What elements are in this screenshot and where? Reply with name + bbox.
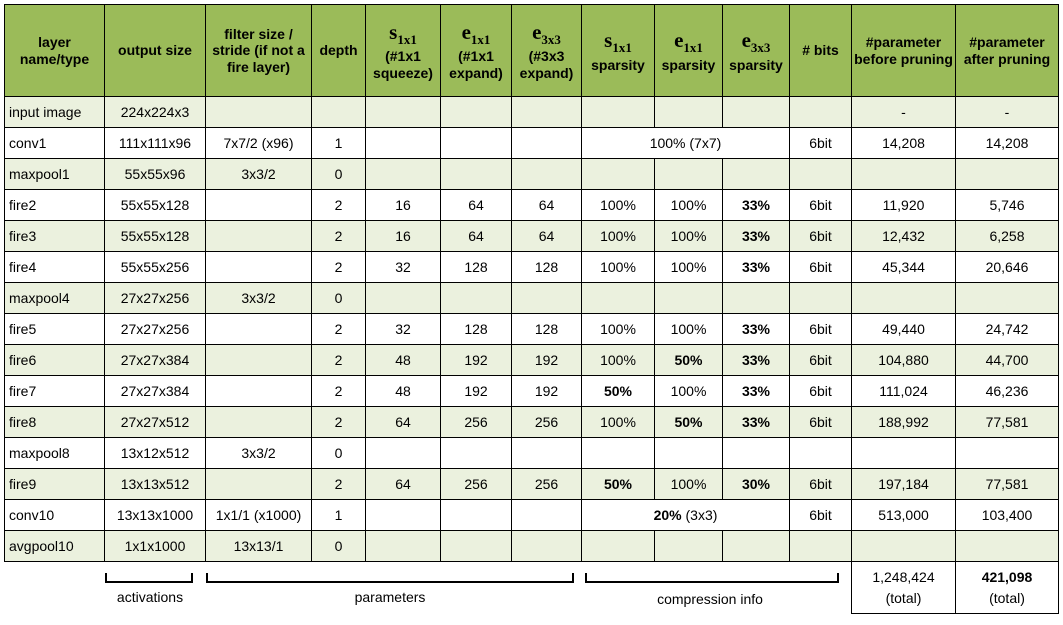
cell-e3: 64 xyxy=(512,221,582,252)
cell-params-after: 6,258 xyxy=(956,221,1059,252)
cell-e3 xyxy=(512,97,582,128)
cell-depth: 2 xyxy=(312,469,366,500)
cell-bits: 6bit xyxy=(790,500,852,531)
cell-layer: maxpool1 xyxy=(5,159,105,190)
cell-depth: 0 xyxy=(312,283,366,314)
header-layer: layer name/type xyxy=(5,5,105,97)
table-row xyxy=(5,376,1059,407)
cell-e1s: 50% xyxy=(655,345,723,376)
total-params-after-label: (total) xyxy=(989,589,1025,606)
cell-e1s xyxy=(655,283,723,314)
cell-output-size: 224x224x3 xyxy=(105,97,206,128)
table-row xyxy=(5,159,1059,190)
table-row xyxy=(5,469,1059,500)
cell-s1 xyxy=(366,283,441,314)
cell-params-after: 5,746 xyxy=(956,190,1059,221)
cell-s1 xyxy=(366,159,441,190)
cell-params-after: 77,581 xyxy=(956,469,1059,500)
cell-e3s xyxy=(723,531,790,562)
cell-output-size: 27x27x384 xyxy=(105,345,206,376)
total-params-after-value: 421,098 xyxy=(981,568,1033,585)
table-body xyxy=(5,97,1059,614)
cell-params-before: 45,344 xyxy=(852,252,956,283)
cell-params-before xyxy=(852,159,956,190)
total-params-before-label: (total) xyxy=(885,589,922,606)
cell-bits xyxy=(790,159,852,190)
cell-e1: 192 xyxy=(441,345,512,376)
cell-filter-size: 3x3/2 xyxy=(206,283,312,314)
cell-depth: 0 xyxy=(312,438,366,469)
cell-output-size: 55x55x256 xyxy=(105,252,206,283)
cell-e1s: 100% xyxy=(655,221,723,252)
cell-s1: 48 xyxy=(366,376,441,407)
compression-info-label: compression info xyxy=(657,591,763,607)
table-row xyxy=(5,500,1059,531)
cell-layer: maxpool8 xyxy=(5,438,105,469)
cell-e3: 64 xyxy=(512,190,582,221)
cell-e3: 128 xyxy=(512,252,582,283)
cell-e3s: 33% xyxy=(723,407,790,438)
squeezenet-compression-table xyxy=(4,4,1059,614)
header-e3x3s-note: sparsity xyxy=(729,56,783,73)
table-row xyxy=(5,345,1059,376)
cell-params-after: 46,236 xyxy=(956,376,1059,407)
table-row xyxy=(5,190,1059,221)
table-row xyxy=(5,438,1059,469)
cell-e3s: 33% xyxy=(723,345,790,376)
cell-layer: conv1 xyxy=(5,128,105,159)
cell-params-after xyxy=(956,159,1059,190)
cell-e3 xyxy=(512,531,582,562)
cell-output-size: 13x12x512 xyxy=(105,438,206,469)
cell-s1s: 100% xyxy=(582,190,655,221)
header-s1x1s-symbol: s xyxy=(604,28,613,53)
cell-output-size: 111x111x96 xyxy=(105,128,206,159)
cell-bits: 6bit xyxy=(790,221,852,252)
header-e3x3s-sub: 3x3 xyxy=(750,40,771,56)
cell-empty xyxy=(366,500,441,531)
header-e1x1s-sub: 1x1 xyxy=(683,40,703,56)
cell-params-after: 77,581 xyxy=(956,407,1059,438)
cell-filter-size xyxy=(206,469,312,500)
header-e1x1-sub: 1x1 xyxy=(470,32,491,48)
cell-params-before: 11,920 xyxy=(852,190,956,221)
cell-e1s: 100% xyxy=(655,376,723,407)
cell-e3: 128 xyxy=(512,314,582,345)
cell-e1 xyxy=(441,159,512,190)
cell-e1s xyxy=(655,438,723,469)
cell-s1s xyxy=(582,438,655,469)
cell-params-after: - xyxy=(956,97,1059,128)
cell-s1s: 100% xyxy=(582,345,655,376)
cell-output-size: 27x27x384 xyxy=(105,376,206,407)
cell-s1s: 100% xyxy=(582,407,655,438)
cell-bits: 6bit xyxy=(790,314,852,345)
compression-info-brace xyxy=(585,573,839,583)
cell-filter-size: 3x3/2 xyxy=(206,438,312,469)
table-row xyxy=(5,531,1059,562)
sparsity-span-bold: 20% xyxy=(653,506,682,523)
cell-params-before xyxy=(852,438,956,469)
cell-bits: 6bit xyxy=(790,469,852,500)
cell-filter-size xyxy=(206,345,312,376)
cell-e1 xyxy=(441,283,512,314)
cell-params-before: 111,024 xyxy=(852,376,956,407)
cell-e1 xyxy=(441,97,512,128)
cell-params-before: 49,440 xyxy=(852,314,956,345)
cell-s1 xyxy=(366,97,441,128)
cell-params-before: 104,880 xyxy=(852,345,956,376)
table-row xyxy=(5,252,1059,283)
cell-output-size: 55x55x96 xyxy=(105,159,206,190)
header-e3x3-note: (#3x3 expand) xyxy=(519,48,574,81)
cell-s1: 16 xyxy=(366,190,441,221)
cell-bits: 6bit xyxy=(790,376,852,407)
cell-params-after: 20,646 xyxy=(956,252,1059,283)
cell-layer: fire6 xyxy=(5,345,105,376)
cell-layer: avgpool10 xyxy=(5,531,105,562)
cell-depth: 2 xyxy=(312,190,366,221)
cell-s1s xyxy=(582,283,655,314)
cell-s1: 64 xyxy=(366,469,441,500)
cell-sparsity-span xyxy=(582,128,790,159)
cell-e3s: 33% xyxy=(723,314,790,345)
cell-e1: 192 xyxy=(441,376,512,407)
cell-bits xyxy=(790,531,852,562)
cell-params-before: 12,432 xyxy=(852,221,956,252)
cell-layer: fire9 xyxy=(5,469,105,500)
cell-e3: 192 xyxy=(512,376,582,407)
header-s1x1-sparsity xyxy=(582,5,655,97)
header-e1x1-note: (#1x1 expand) xyxy=(449,48,503,81)
header-s1x1-note: (#1x1 squeeze) xyxy=(373,48,433,81)
cell-e1s: 50% xyxy=(655,407,723,438)
cell-s1s xyxy=(582,97,655,128)
cell-output-size: 27x27x512 xyxy=(105,407,206,438)
cell-params-after xyxy=(956,283,1059,314)
cell-e3 xyxy=(512,283,582,314)
cell-output-size: 1x1x1000 xyxy=(105,531,206,562)
cell-output-size: 13x13x512 xyxy=(105,469,206,500)
header-e3x3-symbol: e xyxy=(532,20,542,45)
cell-e1: 64 xyxy=(441,221,512,252)
cell-filter-size: 13x13/1 xyxy=(206,531,312,562)
cell-e3s: 33% xyxy=(723,190,790,221)
cell-bits: 6bit xyxy=(790,407,852,438)
totals-row xyxy=(5,562,1059,614)
cell-e1s xyxy=(655,159,723,190)
parameters-label: parameters xyxy=(354,589,426,605)
table-row xyxy=(5,128,1059,159)
cell-depth: 2 xyxy=(312,376,366,407)
total-params-before-value: 1,248,424 xyxy=(872,568,935,585)
cell-e3: 256 xyxy=(512,469,582,500)
cell-e3s xyxy=(723,283,790,314)
cell-e3: 192 xyxy=(512,345,582,376)
cell-params-before: 197,184 xyxy=(852,469,956,500)
cell-layer: maxpool4 xyxy=(5,283,105,314)
cell-output-size: 55x55x128 xyxy=(105,190,206,221)
cell-filter-size: 3x3/2 xyxy=(206,159,312,190)
cell-e1: 128 xyxy=(441,252,512,283)
cell-e3s xyxy=(723,159,790,190)
cell-e3s: 33% xyxy=(723,252,790,283)
table-row xyxy=(5,283,1059,314)
cell-e3s: 33% xyxy=(723,376,790,407)
cell-s1s xyxy=(582,531,655,562)
header-e3x3s-symbol: e xyxy=(741,28,751,53)
header-s1x1-sub: 1x1 xyxy=(397,32,417,48)
parameters-brace xyxy=(206,573,574,583)
cell-s1s: 50% xyxy=(582,376,655,407)
header-s1x1 xyxy=(366,5,441,97)
cell-e1s: 100% xyxy=(655,314,723,345)
cell-empty xyxy=(512,128,582,159)
cell-params-after: 24,742 xyxy=(956,314,1059,345)
total-params-before xyxy=(852,562,956,614)
sparsity-span-text: (3x3) xyxy=(681,506,718,523)
table-row xyxy=(5,314,1059,345)
cell-output-size: 55x55x128 xyxy=(105,221,206,252)
header-e3x3-sparsity xyxy=(723,5,790,97)
cell-e3 xyxy=(512,438,582,469)
cell-layer: fire3 xyxy=(5,221,105,252)
cell-empty xyxy=(441,500,512,531)
cell-params-after: 103,400 xyxy=(956,500,1059,531)
header-s1x1-symbol: s xyxy=(389,20,398,45)
header-row xyxy=(5,5,1059,97)
cell-depth: 2 xyxy=(312,252,366,283)
sparsity-span-text: 100% (7x7) xyxy=(649,134,722,151)
cell-s1: 48 xyxy=(366,345,441,376)
cell-bits: 6bit xyxy=(790,252,852,283)
cell-bits xyxy=(790,438,852,469)
cell-params-before: - xyxy=(852,97,956,128)
header-e1x1s-symbol: e xyxy=(674,28,684,53)
cell-filter-size xyxy=(206,97,312,128)
cell-e1s xyxy=(655,97,723,128)
cell-depth: 0 xyxy=(312,159,366,190)
cell-layer: fire5 xyxy=(5,314,105,345)
cell-e3s: 30% xyxy=(723,469,790,500)
cell-filter-size: 7x7/2 (x96) xyxy=(206,128,312,159)
header-output-size: output size xyxy=(105,5,206,97)
cell-e1: 256 xyxy=(441,407,512,438)
cell-filter-size xyxy=(206,221,312,252)
header-params-after: #parameter after pruning xyxy=(956,5,1059,97)
cell-s1: 64 xyxy=(366,407,441,438)
cell-params-before: 14,208 xyxy=(852,128,956,159)
cell-s1 xyxy=(366,438,441,469)
cell-s1s: 100% xyxy=(582,252,655,283)
cell-output-size: 13x13x1000 xyxy=(105,500,206,531)
cell-output-size: 27x27x256 xyxy=(105,283,206,314)
cell-empty xyxy=(441,128,512,159)
cell-e3 xyxy=(512,159,582,190)
cell-s1: 32 xyxy=(366,314,441,345)
cell-bits xyxy=(790,97,852,128)
cell-depth: 1 xyxy=(312,500,366,531)
cell-params-after: 44,700 xyxy=(956,345,1059,376)
cell-e3s xyxy=(723,438,790,469)
total-params-after xyxy=(956,562,1059,614)
activations-brace xyxy=(105,573,193,583)
cell-params-after xyxy=(956,438,1059,469)
cell-e1s xyxy=(655,531,723,562)
cell-depth: 0 xyxy=(312,531,366,562)
cell-filter-size: 1x1/1 (x1000) xyxy=(206,500,312,531)
header-params-before: #parameter before pruning xyxy=(852,5,956,97)
cell-bits: 6bit xyxy=(790,190,852,221)
header-e1x1 xyxy=(441,5,512,97)
cell-e1 xyxy=(441,531,512,562)
header-e1x1-symbol: e xyxy=(461,20,471,45)
header-depth: depth xyxy=(312,5,366,97)
cell-s1s: 100% xyxy=(582,314,655,345)
cell-e3s: 33% xyxy=(723,221,790,252)
table-row xyxy=(5,407,1059,438)
header-e3x3 xyxy=(512,5,582,97)
cell-depth: 2 xyxy=(312,314,366,345)
cell-filter-size xyxy=(206,252,312,283)
cell-output-size: 27x27x256 xyxy=(105,314,206,345)
cell-filter-size xyxy=(206,376,312,407)
cell-depth: 1 xyxy=(312,128,366,159)
cell-bits: 6bit xyxy=(790,128,852,159)
header-e1x1-sparsity xyxy=(655,5,723,97)
cell-params-before xyxy=(852,283,956,314)
cell-layer: input image xyxy=(5,97,105,128)
cell-bits: 6bit xyxy=(790,345,852,376)
cell-layer: fire4 xyxy=(5,252,105,283)
cell-s1s xyxy=(582,159,655,190)
header-e1x1s-note: sparsity xyxy=(661,56,716,73)
cell-e1s: 100% xyxy=(655,469,723,500)
cell-s1: 16 xyxy=(366,221,441,252)
cell-params-after: 14,208 xyxy=(956,128,1059,159)
cell-filter-size xyxy=(206,190,312,221)
cell-depth: 2 xyxy=(312,407,366,438)
cell-depth: 2 xyxy=(312,345,366,376)
cell-params-before: 513,000 xyxy=(852,500,956,531)
table-row xyxy=(5,97,1059,128)
cell-filter-size xyxy=(206,407,312,438)
table-row xyxy=(5,221,1059,252)
cell-s1s: 100% xyxy=(582,221,655,252)
cell-params-before: 188,992 xyxy=(852,407,956,438)
cell-e1s: 100% xyxy=(655,252,723,283)
header-bits: # bits xyxy=(790,5,852,97)
activations-label: activations xyxy=(116,589,184,605)
cell-params-after xyxy=(956,531,1059,562)
cell-s1s: 50% xyxy=(582,469,655,500)
cell-e1s: 100% xyxy=(655,190,723,221)
cell-layer: fire2 xyxy=(5,190,105,221)
cell-layer: conv10 xyxy=(5,500,105,531)
cell-filter-size xyxy=(206,314,312,345)
header-s1x1s-sub: 1x1 xyxy=(612,40,632,56)
header-filter-size: filter size / stride (if not a fire layer) xyxy=(206,5,312,97)
cell-e3s xyxy=(723,97,790,128)
cell-e1: 128 xyxy=(441,314,512,345)
cell-layer: fire8 xyxy=(5,407,105,438)
cell-sparsity-span xyxy=(582,500,790,531)
header-s1x1s-note: sparsity xyxy=(591,56,645,73)
cell-e1: 256 xyxy=(441,469,512,500)
cell-e1 xyxy=(441,438,512,469)
cell-s1: 32 xyxy=(366,252,441,283)
header-e3x3-sub: 3x3 xyxy=(541,32,561,48)
cell-e3: 256 xyxy=(512,407,582,438)
cell-layer: fire7 xyxy=(5,376,105,407)
cell-empty xyxy=(366,128,441,159)
cell-depth: 2 xyxy=(312,221,366,252)
cell-bits xyxy=(790,283,852,314)
cell-params-before xyxy=(852,531,956,562)
cell-e1: 64 xyxy=(441,190,512,221)
cell-empty xyxy=(512,500,582,531)
cell-depth xyxy=(312,97,366,128)
cell-s1 xyxy=(366,531,441,562)
